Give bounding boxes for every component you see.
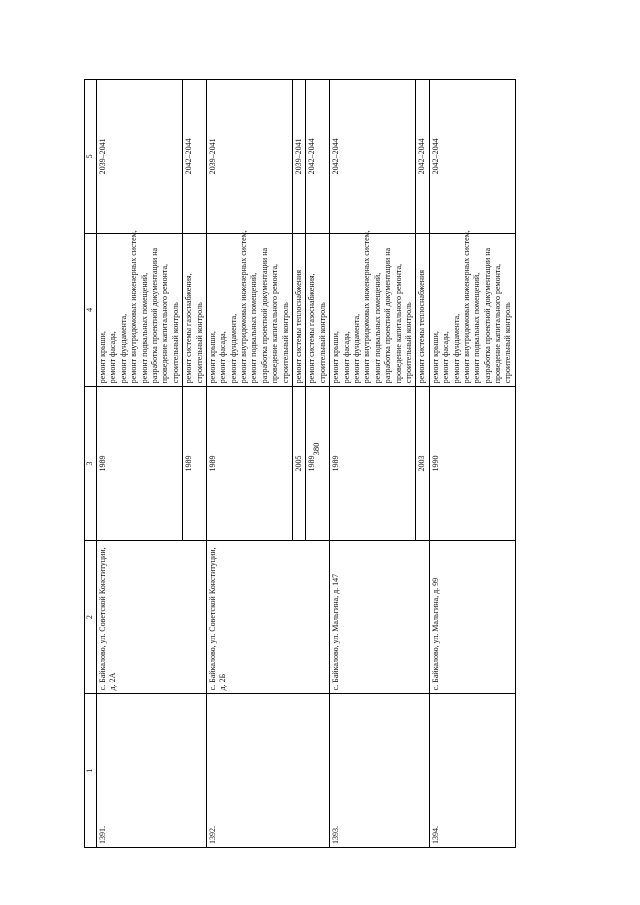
year-cell: 1989	[306, 387, 330, 541]
capital-repair-table	[84, 79, 516, 848]
year-cell: 1990	[429, 387, 515, 541]
work-item: ремонт фасада,	[108, 331, 118, 384]
works-cell	[330, 230, 416, 387]
work-item: ремонт внутридомовых инженерных систем,	[129, 230, 139, 384]
table-row	[330, 80, 416, 848]
works-cell	[206, 230, 292, 387]
record-address: с. Байкалово, ул. Мальгина, д. 99	[429, 540, 515, 694]
header-col-3: 3	[85, 387, 97, 541]
header-col-4: 4	[85, 233, 97, 387]
period-cell: 2042–2044	[306, 80, 330, 234]
work-item: ремонт системы газоснабжения,	[184, 273, 194, 384]
work-item: ремонт фундамента,	[118, 313, 128, 384]
period-cell: 2039–2041	[293, 80, 306, 234]
work-item: разработка проектной документации на	[259, 247, 269, 384]
work-item: проведение капитального ремонта,	[270, 263, 280, 384]
header-col-2: 2	[85, 540, 97, 694]
table-row	[429, 80, 515, 848]
header-row	[85, 80, 97, 848]
year-cell: 1989	[97, 387, 183, 541]
work-item: разработка проектной документации на	[383, 247, 393, 384]
table-row	[97, 80, 183, 848]
period-cell: 2042–2044	[183, 80, 207, 234]
work-item: ремонт фундамента,	[351, 313, 361, 384]
work-item: ремонт системы теплоснабжения	[294, 269, 304, 384]
work-item: проведение капитального ремонта,	[160, 263, 170, 384]
works-cell	[416, 233, 429, 387]
work-item: ремонт крыши,	[207, 331, 217, 384]
header-col-5: 5	[85, 80, 97, 234]
table-body	[97, 80, 516, 848]
work-item: проведение капитального ремонта,	[493, 263, 503, 384]
record-number: 1393.	[330, 694, 430, 848]
period-cell: 2039–2041	[206, 80, 292, 234]
table-row	[206, 80, 292, 848]
work-item: ремонт внутридомовых инженерных систем,	[239, 230, 249, 384]
header-col-1: 1	[85, 694, 97, 848]
year-cell: 2003	[416, 387, 429, 541]
work-item: ремонт фасада,	[341, 331, 351, 384]
document-table-area	[84, 79, 578, 848]
work-item: ремонт фасада,	[218, 331, 228, 384]
year-cell: 1989	[183, 387, 207, 541]
work-item: ремонт внутридомовых инженерных систем,	[362, 230, 372, 384]
work-item: ремонт подвальных помещений,	[472, 272, 482, 384]
year-cell: 1989	[330, 387, 416, 541]
record-number: 1391.	[97, 694, 207, 848]
period-cell: 2042–2044	[330, 80, 416, 234]
work-item: ремонт фасада,	[441, 331, 451, 384]
record-number: 1392.	[206, 694, 329, 848]
work-item: ремонт подвальных помещений,	[249, 272, 259, 384]
work-item: строительный контроль	[280, 302, 290, 384]
works-cell	[97, 230, 183, 387]
works-cell	[183, 233, 207, 387]
record-address: с. Байкалово, ул. Мальгина, д. 147	[330, 540, 430, 694]
year-cell: 2005	[293, 387, 306, 541]
works-cell	[306, 233, 330, 387]
work-item: проведение капитального ремонта,	[393, 263, 403, 384]
works-cell	[293, 233, 306, 387]
works-cell	[429, 230, 515, 387]
work-item: ремонт внутридомовых инженерных систем,	[461, 230, 471, 384]
work-item: ремонт фундамента,	[228, 313, 238, 384]
period-cell: 2042–2044	[429, 80, 515, 234]
work-item: ремонт системы газоснабжения,	[307, 273, 317, 384]
work-item: ремонт крыши,	[98, 331, 107, 384]
year-cell: 1989	[206, 387, 292, 541]
period-cell: 2042–2044	[416, 80, 429, 234]
work-item: строительный контроль	[503, 302, 513, 384]
record-address: с. Байкалово, ул. Советской Конституции, д. 2А	[97, 540, 207, 694]
work-item: строительный контроль	[317, 302, 327, 384]
page-number: 380	[311, 442, 321, 456]
work-item: разработка проектной документации на	[482, 247, 492, 384]
work-item: строительный контроль	[403, 302, 413, 384]
work-item: ремонт крыши,	[430, 331, 440, 384]
record-number: 1394.	[429, 694, 515, 848]
work-item: строительный контроль	[170, 302, 180, 384]
work-item: ремонт подвальных помещений,	[139, 272, 149, 384]
work-item: ремонт крыши,	[331, 331, 341, 384]
work-item: строительный контроль	[194, 302, 204, 384]
work-item: ремонт фундамента,	[451, 313, 461, 384]
record-address: с. Байкалово, ул. Советской Конституции, д. 2Б	[206, 540, 329, 694]
work-item: разработка проектной документации на	[149, 247, 159, 384]
work-item: ремонт подвальных помещений,	[372, 272, 382, 384]
period-cell: 2039–2041	[97, 80, 183, 234]
work-item: ремонт системы теплоснабжения	[417, 269, 427, 384]
